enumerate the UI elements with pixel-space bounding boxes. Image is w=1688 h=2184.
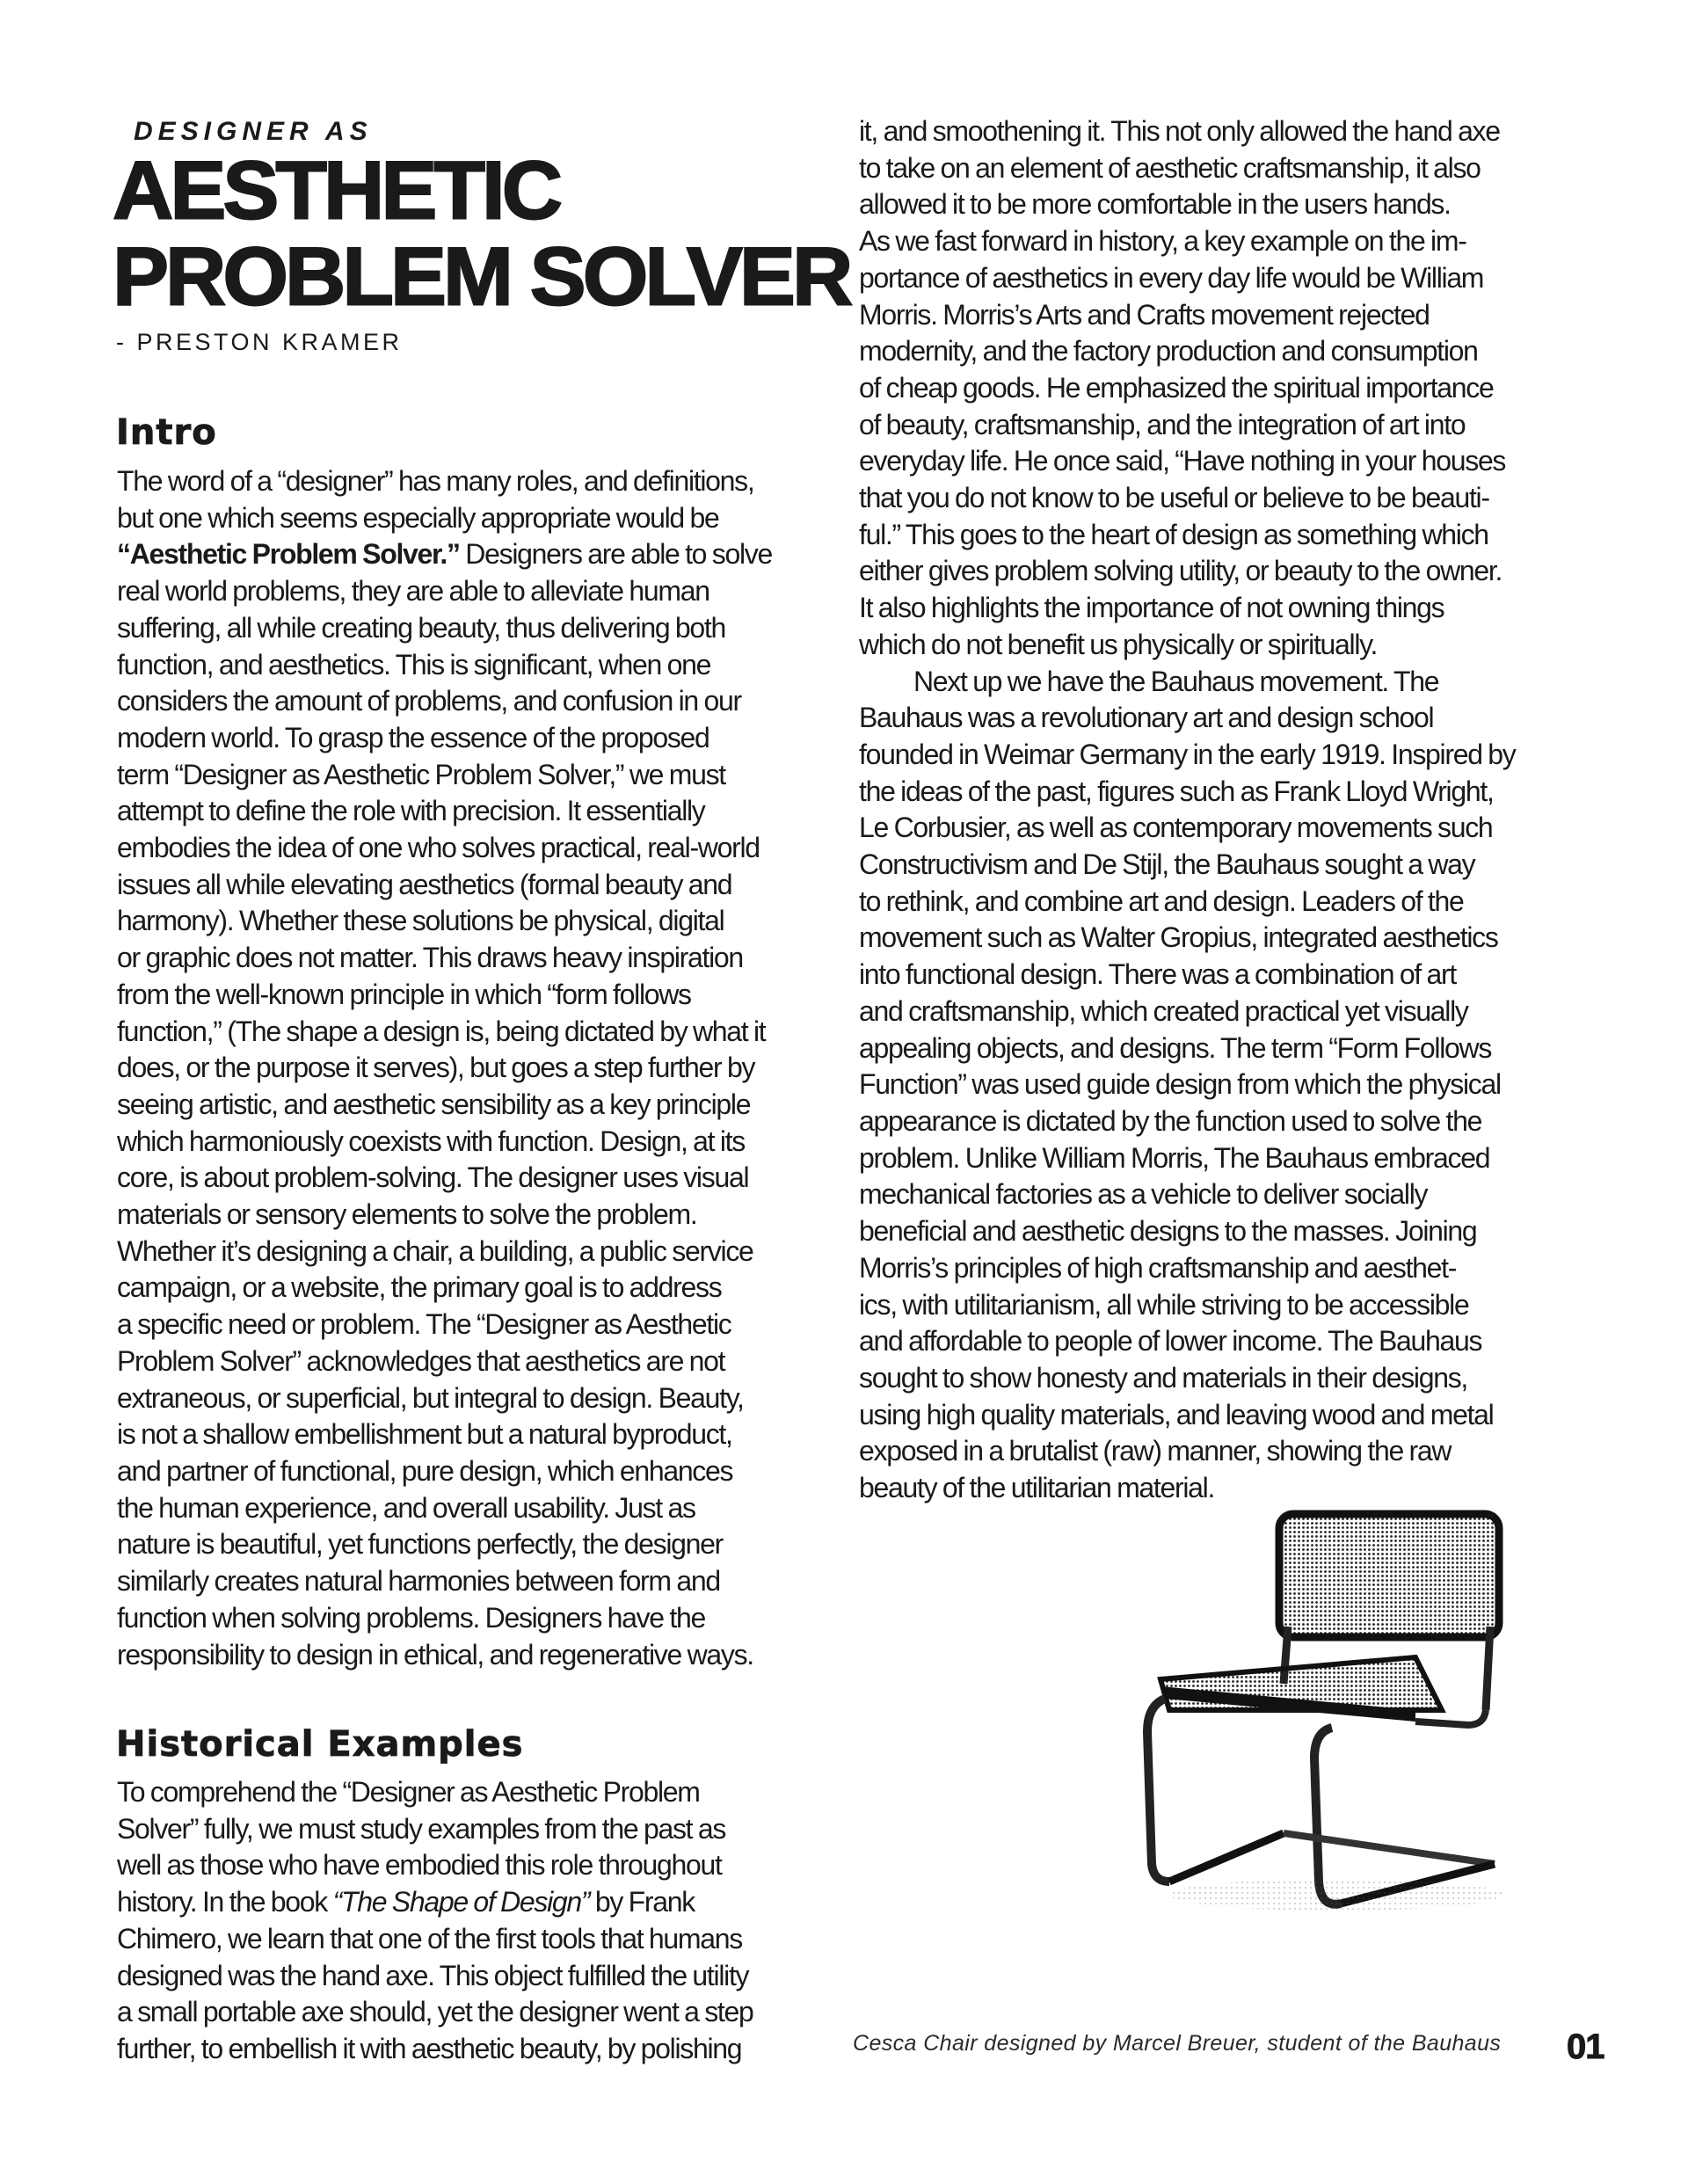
text-segment: embodies the idea of one who solves practical, real-world: [117, 832, 760, 864]
text-segment: beneficial and aesthetic designs to the masses. Joining: [859, 1215, 1477, 1248]
text-line: [859, 223, 1562, 260]
text-line: [859, 260, 1562, 297]
text-line: [859, 774, 1562, 811]
text-line: [117, 1958, 833, 1995]
text-segment: designed was the hand axe. This object fulfilled the utility: [117, 1959, 749, 1991]
text-line: [859, 957, 1562, 994]
text-line: [859, 517, 1562, 554]
text-segment: sought to show honesty and materials in their designs,: [859, 1361, 1468, 1394]
page-title: [113, 144, 850, 323]
text-line: [859, 847, 1562, 884]
text-line: [117, 2031, 833, 2068]
text-line: [117, 1490, 833, 1527]
text-line: [117, 610, 833, 647]
text-line: [859, 1030, 1562, 1067]
text-segment: beauty of the utilitarian material.: [859, 1472, 1215, 1504]
text-segment: Solver” fully, we must study examples from the past as: [117, 1812, 726, 1845]
text-line: [859, 590, 1562, 627]
text-segment: or graphic does not matter. This draws heavy inspiration: [117, 942, 743, 974]
text-segment: Chimero, we learn that one of the first tools that humans: [117, 1922, 742, 1955]
text-line: [117, 1884, 833, 1921]
text-segment: history. In the book: [117, 1886, 333, 1918]
text-segment: ics, with utilitarianism, all while striving to be accessible: [859, 1288, 1469, 1321]
text-segment: responsibility to design in ethical, and regenerative ways.: [117, 1638, 753, 1671]
text-segment: modernity, and the factory production and consumption: [859, 335, 1478, 368]
text-line: [859, 1103, 1562, 1140]
text-line: [859, 1250, 1562, 1287]
text-segment: further, to embellish it with aesthetic beauty, by polishing: [117, 2032, 742, 2064]
text-segment: materials or sensory elements to solve the problem.: [117, 1198, 697, 1231]
text-line: [117, 1416, 833, 1453]
text-line: [859, 737, 1562, 774]
text-segment: function,” (The shape a design is, being dictated by what it: [117, 1015, 766, 1047]
text-segment: portance of aesthetics in every day life would be William: [859, 261, 1484, 294]
text-line: [117, 1050, 833, 1087]
text-line: [859, 443, 1562, 480]
text-segment: either gives problem solving utility, or beauty to the owner.: [859, 555, 1502, 587]
text-line: [117, 1014, 833, 1051]
text-line: [117, 463, 833, 500]
text-line: [859, 700, 1562, 737]
text-segment: ful.” This goes to the heart of design as something which: [859, 518, 1488, 550]
text-segment: real world problems, they are able to alleviate human: [117, 575, 709, 608]
text-line: [117, 940, 833, 977]
text-segment: founded in Weimar Germany in the early 1919. Inspired by: [859, 738, 1516, 770]
text-segment: that you do not know to be useful or believe to be beauti-: [859, 482, 1489, 514]
text-segment: a small portable axe should, yet the designer went a step: [117, 1996, 753, 2028]
text-segment: suffering, all while creating beauty, thus delivering both: [117, 611, 725, 644]
text-line: [859, 333, 1562, 370]
text-segment: modern world. To grasp the essence of the proposed: [117, 721, 709, 753]
text-segment: mechanical factories as a vehicle to deliver socially: [859, 1178, 1428, 1211]
text-segment: function, and aesthetics. This is significant, when one: [117, 648, 711, 681]
text-segment: movement such as Walter Gropius, integrated aesthetics: [859, 921, 1498, 954]
text-line: [117, 1124, 833, 1161]
text-line: [859, 810, 1562, 847]
text-line: [117, 500, 833, 537]
text-line: [117, 1526, 833, 1563]
historical-body-text: [117, 1774, 833, 2068]
text-line: [859, 297, 1562, 334]
text-line: [117, 1160, 833, 1197]
text-line: [859, 1360, 1562, 1397]
text-segment: the human experience, and overall usability. Just as: [117, 1491, 695, 1524]
text-line: [117, 1270, 833, 1307]
text-line: [859, 884, 1562, 921]
intro-body-text: [117, 463, 833, 1673]
page-number: 01: [1567, 2027, 1604, 2066]
text-segment: harmony). Whether these solutions be physical, digital: [117, 905, 724, 937]
figure-caption: Cesca Chair designed by Marcel Breuer, student of the Bauhaus: [853, 2031, 1502, 2056]
text-segment: by Frank: [589, 1886, 695, 1918]
text-segment: does, or the purpose it serves), but goes a step further by: [117, 1052, 755, 1084]
text-segment: appealing objects, and designs. The term “Form Follows: [859, 1031, 1492, 1064]
text-segment: As we fast forward in history, a key example on the im-: [859, 225, 1466, 258]
text-segment: which harmoniously coexists with function. Design, at its: [117, 1125, 745, 1157]
text-segment: attempt to define the role with precision. It essentially: [117, 795, 705, 827]
author-byline: - PRESTON KRAMER: [116, 329, 403, 355]
text-segment: Next up we have the Bauhaus movement. The: [913, 665, 1439, 697]
italic-text: “The Shape of Design”: [332, 1886, 590, 1918]
text-segment: issues all while elevating aesthetics (formal beauty and: [117, 868, 732, 900]
text-segment: to rethink, and combine art and design. Leaders of the: [859, 885, 1464, 917]
text-segment: which do not benefit us physically or spiritually.: [859, 628, 1378, 660]
text-segment: problem. Unlike William Morris, The Bauhaus embraced: [859, 1141, 1490, 1174]
text-line: [859, 627, 1562, 664]
text-line: [117, 1453, 833, 1490]
text-line: [117, 1637, 833, 1674]
text-line: [117, 573, 833, 610]
text-segment: the ideas of the past, figures such as Frank Lloyd Wright,: [859, 775, 1494, 807]
text-line: [859, 1433, 1562, 1470]
section-heading-intro: Intro: [116, 412, 217, 453]
text-line: [117, 757, 833, 794]
text-segment: The word of a “designer” has many roles, and definitions,: [117, 465, 754, 497]
text-segment: term “Designer as Aesthetic Problem Solver,” we must: [117, 758, 725, 790]
text-segment: and partner of functional, pure design, which enhances: [117, 1454, 733, 1487]
cesca-chair-image: [1134, 1495, 1521, 1917]
text-line: [117, 1774, 833, 1811]
text-segment: Problem Solver” acknowledges that aesthetics are not: [117, 1344, 725, 1377]
text-line: [117, 1921, 833, 1958]
text-segment: well as those who have embodied this role throughout: [117, 1849, 722, 1882]
text-line: [117, 1380, 833, 1417]
historical-body-text-continued: [859, 113, 1562, 1507]
text-line: [859, 664, 1562, 701]
text-line: [117, 720, 833, 757]
title-line-2: PROBLEM SOLVER: [113, 230, 850, 323]
text-segment: is not a shallow embellishment but a natural byproduct,: [117, 1418, 732, 1451]
text-segment: function when solving problems. Designers have the: [117, 1601, 705, 1634]
chair-illustration-icon: [1134, 1495, 1521, 1917]
section-heading-historical-examples: Historical Examples: [116, 1724, 524, 1765]
text-line: [859, 920, 1562, 957]
title-kicker: DESIGNER AS: [134, 117, 373, 146]
text-segment: everyday life. He once said, “Have nothing in your houses: [859, 445, 1506, 477]
text-segment: Designers are able to solve: [459, 538, 772, 571]
text-segment: a specific need or problem. The “Designer as Aesthetic: [117, 1308, 731, 1341]
text-line: [859, 1213, 1562, 1250]
text-segment: but one which seems especially appropriate would be: [117, 501, 719, 534]
text-segment: from the well-known principle in which “form follows: [117, 978, 691, 1010]
text-line: [859, 407, 1562, 444]
text-line: [117, 1811, 833, 1848]
text-line: [859, 150, 1562, 187]
text-segment: It also highlights the importance of not owning things: [859, 592, 1444, 624]
text-line: [859, 186, 1562, 223]
text-segment: Function” was used guide design from which the physical: [859, 1068, 1501, 1101]
text-segment: of beauty, craftsmanship, and the integration of art into: [859, 408, 1466, 440]
text-line: [117, 1343, 833, 1380]
text-segment: into functional design. There was a combination of art: [859, 958, 1456, 991]
text-segment: using high quality materials, and leaving wood and metal: [859, 1398, 1494, 1431]
text-segment: and craftsmanship, which created practical yet visually: [859, 994, 1468, 1027]
text-line: [117, 647, 833, 684]
text-segment: campaign, or a website, the primary goal is to address: [117, 1271, 722, 1304]
text-segment: extraneous, or superficial, but integral to design. Beauty,: [117, 1381, 744, 1414]
title-line-1: AESTHETIC: [113, 144, 560, 237]
text-segment: of cheap goods. He emphasized the spiritual importance: [859, 371, 1494, 404]
text-line: [859, 553, 1562, 590]
text-line: [117, 1197, 833, 1234]
text-line: [117, 793, 833, 830]
text-segment: To comprehend the “Designer as Aesthetic Problem: [117, 1776, 700, 1808]
text-line: [117, 1234, 833, 1270]
bold-text: “Aesthetic Problem Solver.”: [117, 538, 460, 571]
text-line: [859, 994, 1562, 1030]
text-line: [859, 480, 1562, 517]
text-line: [117, 1563, 833, 1600]
text-line: [859, 1287, 1562, 1324]
text-line: [859, 1397, 1562, 1434]
text-line: [859, 1176, 1562, 1213]
text-segment: similarly creates natural harmonies between form and: [117, 1565, 720, 1598]
text-segment: seeing artistic, and aesthetic sensibility as a key principle: [117, 1088, 751, 1120]
text-segment: core, is about problem-solving. The designer uses visual: [117, 1161, 749, 1194]
text-line: [117, 903, 833, 940]
text-line: [117, 867, 833, 904]
text-segment: Whether it’s designing a chair, a building, a public service: [117, 1234, 753, 1267]
text-line: [859, 1067, 1562, 1103]
text-segment: Morris’s principles of high craftsmanship and aesthet-: [859, 1251, 1457, 1284]
text-segment: and affordable to people of lower income. The Bauhaus: [859, 1325, 1482, 1358]
text-segment: considers the amount of problems, and confusion in our: [117, 685, 741, 717]
text-segment: Le Corbusier, as well as contemporary movements such: [859, 812, 1493, 844]
text-line: [117, 1994, 833, 2031]
text-segment: nature is beautiful, yet functions perfectly, the designer: [117, 1528, 724, 1561]
text-line: [117, 536, 833, 573]
text-line: [117, 830, 833, 867]
text-line: [859, 113, 1562, 150]
text-line: [117, 1847, 833, 1884]
text-line: [117, 683, 833, 720]
text-segment: allowed it to be more comfortable in the users hands.: [859, 188, 1451, 221]
text-segment: exposed in a brutalist (raw) manner, showing the raw: [859, 1435, 1452, 1467]
text-line: [117, 1600, 833, 1637]
text-line: [859, 1140, 1562, 1177]
text-segment: Constructivism and De Stijl, the Bauhaus sought a way: [859, 848, 1475, 881]
text-segment: Morris. Morris’s Arts and Crafts movement rejected: [859, 298, 1430, 331]
text-segment: appearance is dictated by the function used to solve the: [859, 1104, 1482, 1137]
text-segment: it, and smoothening it. This not only allowed the hand axe: [859, 115, 1500, 147]
text-line: [117, 1307, 833, 1343]
text-line: [117, 1087, 833, 1124]
text-segment: Bauhaus was a revolutionary art and design school: [859, 702, 1434, 734]
text-line: [859, 1323, 1562, 1360]
text-line: [117, 977, 833, 1014]
text-line: [859, 370, 1562, 407]
text-segment: to take on an element of aesthetic craftsmanship, it also: [859, 151, 1481, 184]
